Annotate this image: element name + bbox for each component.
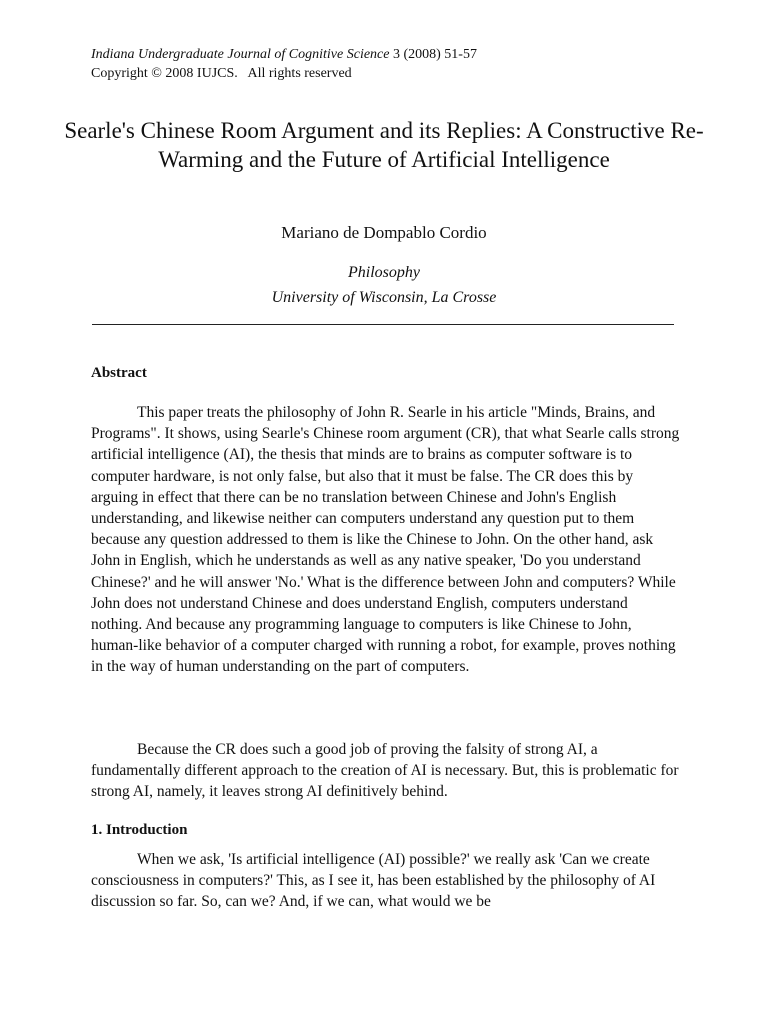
introduction-paragraph: When we ask, 'Is artificial intelligence (AI) possible?' we really ask 'Can we create consciousness in computers?' This, as I see it, has been established by the philosophy of AI discussion so far. So, can we? And, if we can, what would we be: [91, 851, 656, 911]
journal-name: Indiana Undergraduate Journal of Cognitive Science: [91, 47, 390, 62]
paper-title: Searle's Chinese Room Argument and its Replies: A Constructive Re-Warming and the Future of Artificial Intelligence: [64, 118, 704, 172]
header-divider: [92, 324, 674, 325]
abstract-heading: Abstract: [91, 365, 147, 381]
abstract-paragraph: Because the CR does such a good job of proving the falsity of strong AI, a fundamentally different approach to the creation of AI is necessary. But, this is problematic for strong AI, namely, it leaves strong AI definitively behind.: [91, 741, 679, 801]
abstract-paragraph: This paper treats the philosophy of John R. Searle in his article "Minds, Brains, and Programs". It shows, using Searle's Chinese room argument (CR), that what Searle calls strong artificial intelligence (AI), the thesis that minds are to brains as computer software is to computer hardware, is not only false, but also that it must be false. The CR does this by arguing in effect that there can be no translation between Chinese and John's English understanding, and likewise neither can computers understand any question put to them because any question addressed to them is like the Chinese to John. On the other hand, ask John in English, which he understands as well as any native speaker, 'Do you understand Chinese?' and he will answer 'No.' What is the difference between John and computers? While John does not understand Chinese and does understand English, computers understand nothing. And because any programming language to computers is like Chinese to John, human-like behavior of a computer charged with running a robot, for example, proves nothing in the way of human understanding on the part of computers.: [91, 404, 680, 676]
journal-citation: 3 (2008) 51-57: [392, 47, 477, 62]
author-name: Mariano de Dompablo Cordio: [281, 223, 487, 242]
introduction-heading: 1. Introduction: [91, 822, 188, 838]
institution: University of Wisconsin, La Crosse: [271, 289, 497, 306]
journal-header: [91, 45, 477, 83]
copyright-notice: Copyright © 2008 IUJCS. All rights reserved: [91, 66, 352, 81]
department: Philosophy: [348, 264, 420, 281]
journal-citation-line: [91, 45, 477, 64]
affiliation: [60, 260, 708, 310]
